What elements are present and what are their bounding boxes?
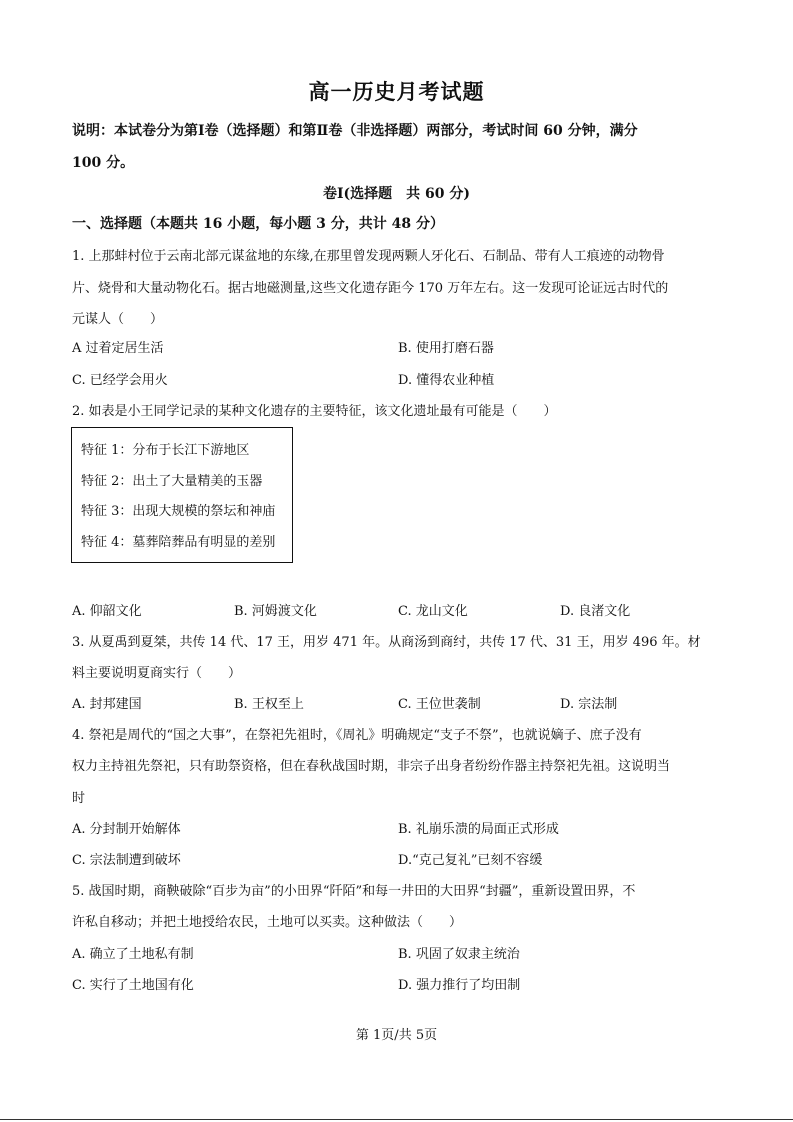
question-1-line-2: 片、烧骨和大量动物化石。据古地磁测量,这些文化遗存距今 170 万年左右。这一发现可论证远古时代的 [72,281,669,296]
q3-option-a[interactable]: A. 封邦建国 [72,697,142,712]
feature-row: 特征 2：出土了大量精美的玉器 [81,474,263,489]
bottom-divider [0,1119,793,1120]
q3-option-b[interactable]: B. 王权至上 [234,697,304,712]
question-3-line-2: 料主要说明夏商实行（ ） [72,666,242,681]
question-4-line-2: 权力主持祖先祭祀，只有助祭资格，但在春秋战国时期，非宗子出身者纷纷作器主持祭祀先祖。这说明当 [72,759,671,774]
q1-option-d[interactable]: D. 懂得农业种植 [398,373,495,388]
question-4-line-1: 4. 祭祀是周代的“国之大事”，在祭祀先祖时，《周礼》明确规定“支子不祭”，也就说嫡子、庶子没有 [72,728,642,743]
q4-option-c[interactable]: C. 宗法制遭到破坏 [72,853,181,868]
question-2-line-1: 2. 如表是小王同学记录的某种文化遗存的主要特征，该文化遗址最有可能是（ ） [72,404,557,419]
feature-row: 特征 3：出现大规模的祭坛和神庙 [81,504,276,519]
q2-option-c[interactable]: C. 龙山文化 [398,604,468,619]
q5-option-d[interactable]: D. 强力推行了均田制 [398,978,521,993]
feature-table [71,427,293,563]
question-5-line-2: 许私自移动；并把土地授给农民，土地可以买卖。这种做法（ ） [72,915,463,930]
q1-option-c[interactable]: C. 已经学会用火 [72,373,168,388]
q3-option-d[interactable]: D. 宗法制 [560,697,618,712]
q4-option-d[interactable]: D.“克己复礼”已刻不容缓 [398,853,543,868]
q1-option-b[interactable]: B. 使用打磨石器 [398,341,494,356]
instructions-line-2: 100 分。 [72,155,135,171]
question-1-line-1: 1. 上那蚌村位于云南北部元谋盆地的东缘,在那里曾发现两颗人牙化石、石制品、带有人工痕迹的动物骨 [72,249,665,264]
q2-option-d[interactable]: D. 良渚文化 [560,604,631,619]
q2-option-a[interactable]: A. 仰韶文化 [72,604,142,619]
q5-option-a[interactable]: A. 确立了土地私有制 [72,947,194,962]
q4-option-a[interactable]: A. 分封制开始解体 [72,822,181,837]
q4-option-b[interactable]: B. 礼崩乐溃的局面正式形成 [398,822,559,837]
part-heading: 一、选择题（本题共 16 小题，每小题 3 分，共计 48 分） [72,216,444,232]
section-title: 卷Ⅰ(选择题 共 60 分) [322,186,471,202]
feature-row: 特征 1：分布于长江下游地区 [81,443,250,458]
question-5-line-1: 5. 战国时期，商鞅破除“百步为亩”的小田界“阡陌”和每一井田的大田界“封疆”，重新设置田界，不 [72,884,636,899]
instructions-line-1: 说明：本试卷分为第Ⅰ卷（选择题）和第Ⅱ卷（非选择题）两部分，考试时间 60 分钟，满分 [72,123,638,139]
q3-option-c[interactable]: C. 王位世袭制 [398,697,481,712]
q2-option-b[interactable]: B. 河姆渡文化 [234,604,317,619]
q5-option-c[interactable]: C. 实行了土地国有化 [72,978,194,993]
page-footer: 第 1页/共 5页 [355,1028,438,1043]
question-4-line-3: 时 [72,791,86,806]
feature-row: 特征 4：墓葬陪葬品有明显的差别 [81,535,276,550]
q1-option-a[interactable]: A 过着定居生活 [72,341,164,356]
q5-option-b[interactable]: B. 巩固了奴隶主统治 [398,947,520,962]
question-1-line-3: 元谋人（ ） [72,312,164,327]
page-title: 高一历史月考试题 [308,79,485,104]
question-3-line-1: 3. 从夏禹到夏桀，共传 14 代、17 王，用岁 471 年。从商汤到商纣，共传 17 代、31 王，用岁 496 年。材 [72,635,701,650]
